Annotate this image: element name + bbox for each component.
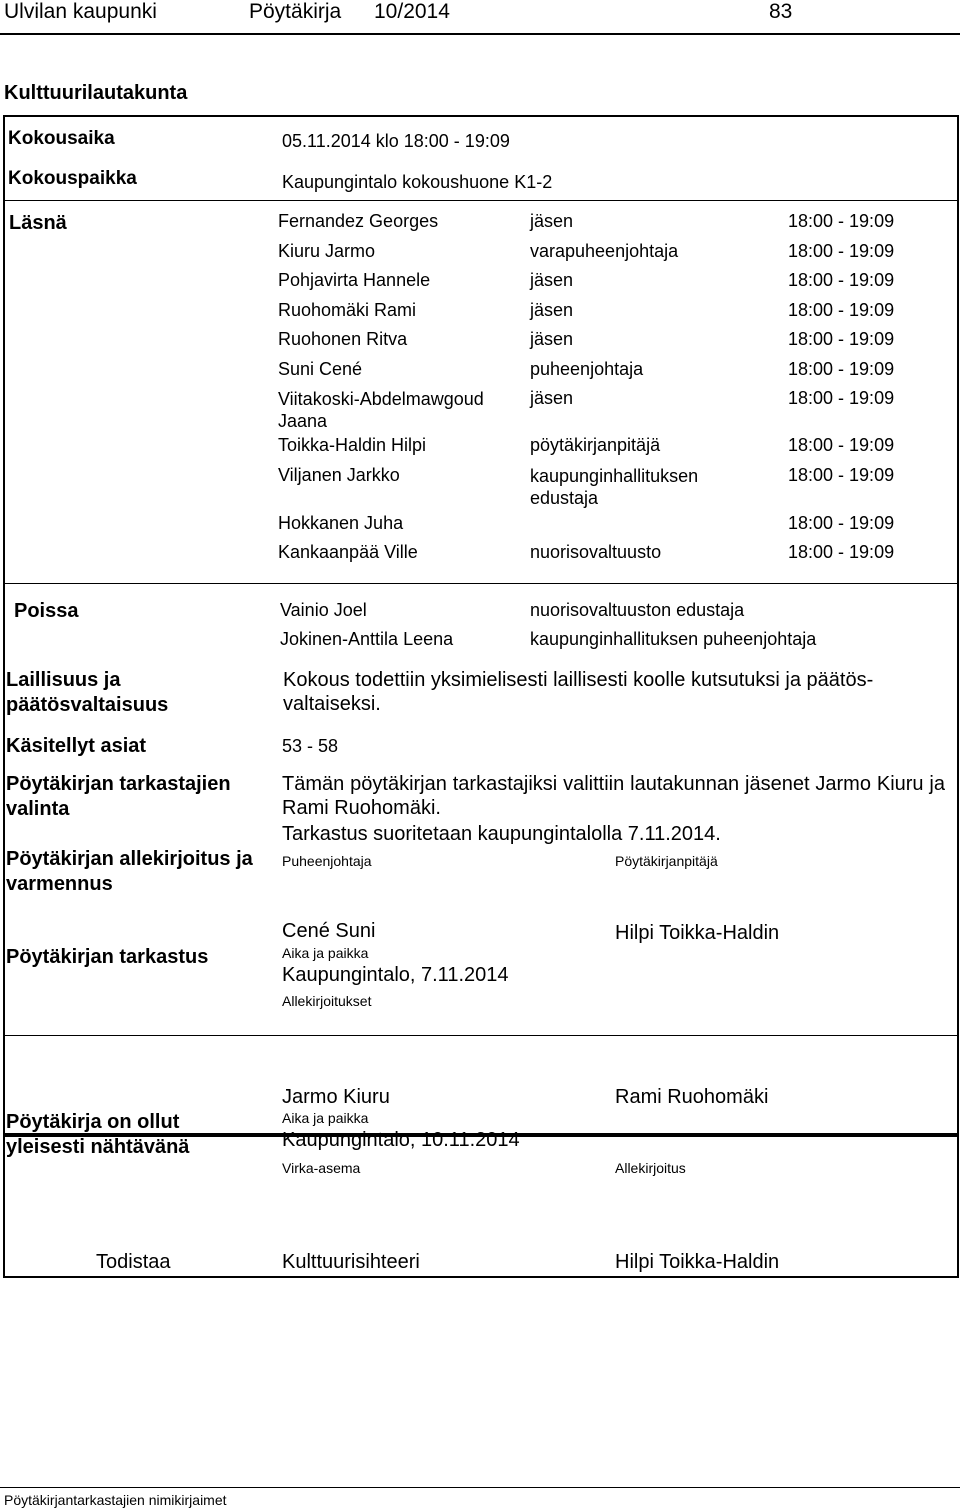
committee-title: Kulttuurilautakunta (4, 82, 188, 104)
present-role: pöytäkirjanpitäjä (530, 435, 661, 455)
public-label: Pöytäkirja on ollut yleisesti nähtävänä (6, 1111, 190, 1158)
certifier-name: Hilpi Toikka-Haldin (615, 1251, 780, 1273)
footer-rule (0, 1487, 960, 1488)
inspectors-text: Tämän pöytäkirjan tarkastajiksi valittiin lautakunnan jäsenet Jarmo Kiuru ja Rami Ruohomäki. (282, 773, 945, 819)
present-name: Viljanen Jarkko (278, 465, 400, 485)
present-role: puheenjohtaja (530, 359, 644, 379)
public-place-caption: Aika ja paikka (282, 1110, 369, 1126)
present-time: 18:00 - 19:09 (788, 359, 895, 379)
absent-role: kaupunginhallituksen puheenjohtaja (530, 629, 817, 649)
public-place-value: Kaupungintalo, 10.11.2014 (282, 1129, 520, 1151)
items-label: Käsitellyt asiat (6, 735, 147, 757)
chair-caption: Puheenjohtaja (282, 853, 372, 869)
city-name: Ulvilan kaupunki (4, 0, 157, 23)
present-role: jäsen (530, 388, 574, 408)
certifier-title: Kulttuurisihteeri (282, 1251, 420, 1273)
present-role: nuorisovaltuusto (530, 542, 662, 562)
present-role: jäsen (530, 329, 574, 349)
document-type: Pöytäkirja (249, 0, 342, 23)
present-time: 18:00 - 19:09 (788, 270, 895, 290)
absent-name: Jokinen-Anttila Leena (280, 629, 454, 649)
present-name: Suni Cené (278, 359, 363, 379)
review-place-caption: Aika ja paikka (282, 945, 369, 961)
present-role: jäsen (530, 300, 574, 320)
secretary-caption: Pöytäkirjanpitäjä (615, 853, 718, 869)
signature-caption: Allekirjoitus (615, 1160, 686, 1176)
present-name: Kiuru Jarmo (278, 241, 376, 261)
legality-text: Kokous todettiin yksimielisesti laillisesti koolle kutsutuksi ja päätös-valtaiseksi. (283, 669, 874, 715)
present-name: Ruohonen Ritva (278, 329, 408, 349)
legality-label: Laillisuus ja päätösvaltaisuus (6, 669, 169, 716)
inspector-name-1: Jarmo Kiuru (282, 1086, 390, 1108)
present-time: 18:00 - 19:09 (788, 542, 895, 562)
document-number: 10/2014 (374, 0, 450, 23)
header-rule (0, 33, 960, 35)
meeting-place-value: Kaupungintalo kokoushuone K1-2 (282, 172, 553, 192)
meeting-time-label: Kokousaika (8, 128, 115, 149)
present-label: Läsnä (9, 212, 67, 234)
review-place-value: Kaupungintalo, 7.11.2014 (282, 964, 509, 986)
present-name: Hokkanen Juha (278, 513, 404, 533)
present-name: Ruohomäki Rami (278, 300, 417, 320)
present-name: Toikka-Haldin Hilpi (278, 435, 427, 455)
present-role: jäsen (530, 270, 574, 290)
present-time: 18:00 - 19:09 (788, 388, 895, 408)
secretary-name: Hilpi Toikka-Haldin (615, 922, 780, 944)
divider-2 (5, 583, 957, 584)
absent-role: nuorisovaltuuston edustaja (530, 600, 745, 620)
divider-3 (5, 1035, 957, 1036)
inspector-name-2: Rami Ruohomäki (615, 1086, 769, 1108)
present-time: 18:00 - 19:09 (788, 300, 895, 320)
present-time: 18:00 - 19:09 (788, 211, 895, 231)
meeting-place-label: Kokouspaikka (8, 168, 137, 189)
meeting-time-value: 05.11.2014 klo 18:00 - 19:09 (282, 131, 510, 151)
divider-1 (5, 200, 957, 201)
present-role: kaupunginhallituksen edustaja (530, 466, 699, 508)
signing-label: Pöytäkirjan allekirjoitus ja varmennus (6, 848, 253, 895)
absent-label: Poissa (14, 600, 79, 622)
position-caption: Virka-asema (282, 1160, 361, 1176)
present-name: Kankaanpää Ville (278, 542, 418, 562)
absent-name: Vainio Joel (280, 600, 367, 620)
inspection-note: Tarkastus suoritetaan kaupungintalolla 7.11.2014. (282, 823, 721, 845)
present-time: 18:00 - 19:09 (788, 513, 895, 533)
present-role: jäsen (530, 211, 574, 231)
present-time: 18:00 - 19:09 (788, 241, 895, 261)
present-name: Viitakoski-Abdelmawgoud Jaana (278, 389, 484, 431)
inspectors-label: Pöytäkirjan tarkastajien valinta (6, 773, 231, 820)
items-value: 53 - 58 (282, 736, 339, 756)
present-time: 18:00 - 19:09 (788, 435, 895, 455)
review-label: Pöytäkirjan tarkastus (6, 946, 209, 968)
present-role: varapuheenjohtaja (530, 241, 679, 261)
chair-name: Cené Suni (282, 920, 376, 942)
present-time: 18:00 - 19:09 (788, 465, 895, 485)
footer-text: Pöytäkirjantarkastajien nimikirjaimet (4, 1492, 227, 1508)
signatures-caption: Allekirjoitukset (282, 993, 372, 1009)
present-time: 18:00 - 19:09 (788, 329, 895, 349)
present-name: Fernandez Georges (278, 211, 439, 231)
present-name: Pohjavirta Hannele (278, 270, 431, 290)
page-number: 83 (769, 0, 793, 23)
certify-label: Todistaa (96, 1251, 171, 1273)
